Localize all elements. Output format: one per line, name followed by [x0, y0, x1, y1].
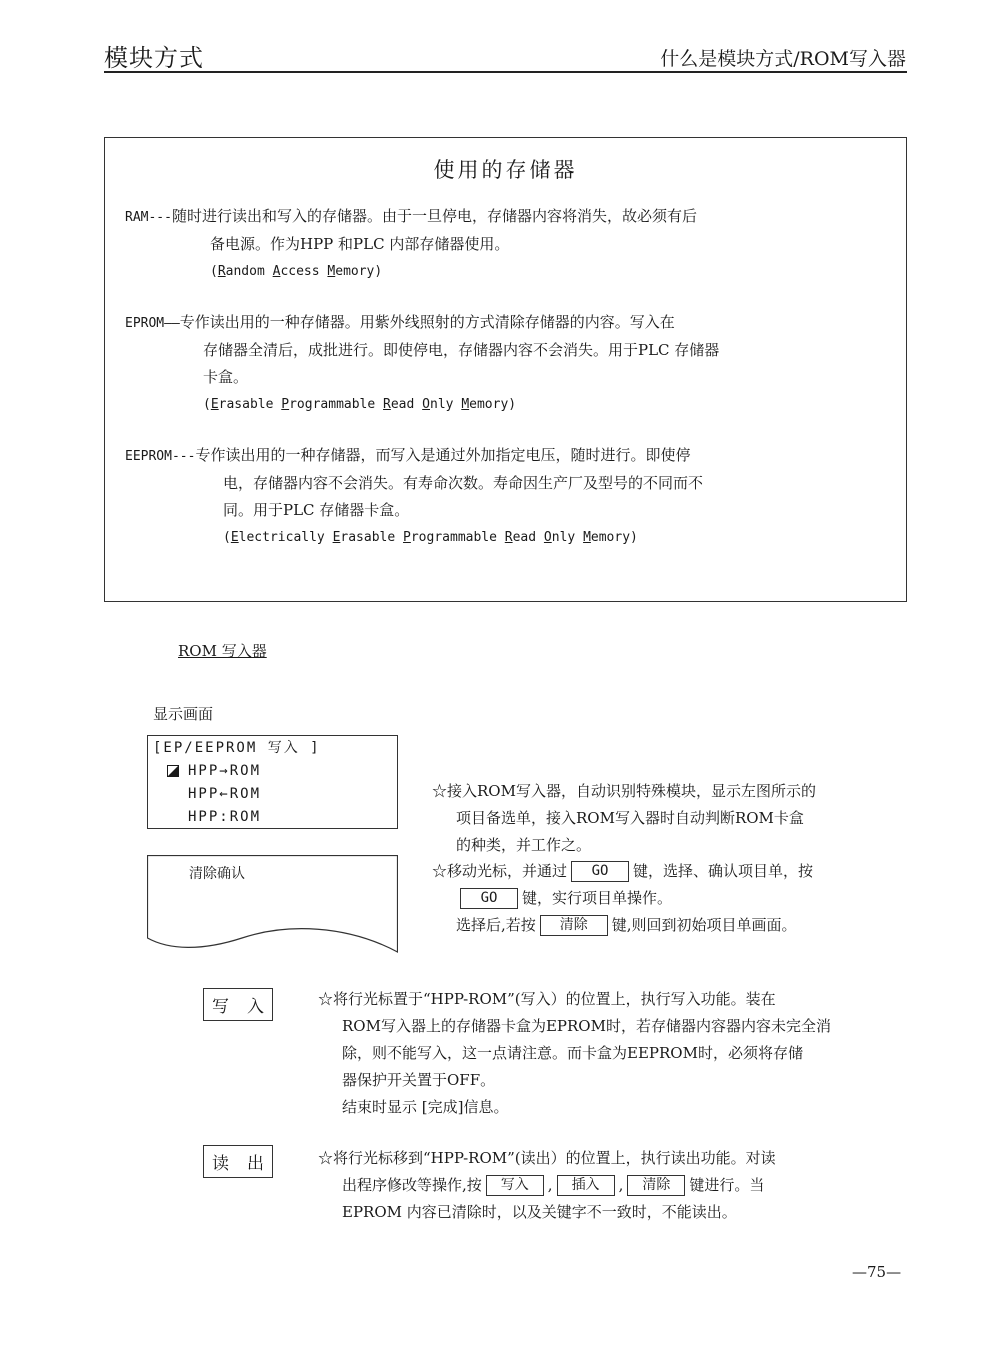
- eprom-term: EPROM——: [125, 316, 180, 331]
- rom-writer-heading: ROM 写入器: [178, 642, 267, 660]
- clear-confirm-label: 清除确认: [189, 866, 245, 882]
- desc-line: ☆将行光标移到“HPP-ROM”(读出）的位置上，执行读出功能。对读: [318, 1149, 776, 1167]
- memory-box-title: 使用的存储器: [433, 158, 578, 182]
- read-key[interactable]: [203, 1145, 273, 1178]
- insert-key[interactable]: 插入: [557, 1175, 615, 1196]
- eprom-entry: [125, 309, 719, 418]
- chapter-title: 模块方式: [104, 44, 204, 72]
- clear-confirm-panel: [147, 855, 398, 961]
- ram-line: 随时进行读出和写入的存储器。由于一旦停电，存储器内容将消失，故必须有后: [171, 207, 697, 225]
- lcd-menu-item[interactable]: HPP→ROM: [188, 763, 262, 779]
- ram-term: RAM---: [125, 210, 172, 225]
- write-key-char: 写: [212, 997, 229, 1017]
- eeprom-term: EEPROM---: [125, 449, 196, 464]
- eeprom-line: 电，存储器内容不会消失。有寿命次数。寿命因生产厂及型号的不同而不: [223, 474, 704, 492]
- read-key-char: 读: [212, 1154, 229, 1174]
- go-key[interactable]: GO: [460, 888, 518, 909]
- desc-text: 键进行。当: [689, 1176, 765, 1194]
- page-number: —75—: [852, 1263, 902, 1281]
- desc-text: 键，实行项目单操作。: [522, 889, 673, 907]
- lcd-display: [147, 735, 398, 829]
- eeprom-line: 专作读出用的一种存储器，而写入是通过外加指定电压，随时进行。即使停: [195, 446, 691, 464]
- eeprom-entry: [125, 442, 703, 551]
- desc-text: 键,则回到初始项目单画面。: [611, 916, 797, 934]
- read-key-char: 出: [247, 1154, 264, 1174]
- ram-line: 备电源。作为HPP 和PLC 内部存储器使用。: [210, 235, 510, 253]
- lcd-menu-item[interactable]: HPP:ROM: [188, 809, 262, 825]
- desc-line: 器保护开关置于OFF。: [342, 1071, 496, 1089]
- desc-line: 的种类，并工作之。: [456, 836, 592, 854]
- cursor-description: [432, 858, 813, 939]
- write-description: [318, 986, 831, 1121]
- desc-text: 选择后,若按: [456, 916, 536, 934]
- ram-entry: [125, 203, 697, 285]
- ram-expansion: (Random Access Memory): [210, 264, 383, 279]
- section-title: 什么是模块方式/ROM写入器: [660, 48, 906, 70]
- desc-line: 除，则不能写入，这一点请注意。而卡盒为EEPROM时，必须将存储: [342, 1044, 803, 1062]
- eeprom-line: 同。用于PLC 存储器卡盒。: [223, 501, 410, 519]
- go-key[interactable]: GO: [571, 861, 629, 882]
- desc-line: 结束时显示 [完成]信息。: [342, 1098, 509, 1116]
- eeprom-expansion: (Electrically Erasable Programmable Read Only Memory): [223, 530, 638, 545]
- lcd-title: [EP/EEPROM 写入 ]: [153, 740, 321, 756]
- desc-text: 键，选择、确认项目单，按: [633, 862, 814, 880]
- eprom-line: 卡盒。: [203, 368, 249, 386]
- read-description: ☆将行光标移到“HPP-ROM”(读出）的位置上，执行读出功能。对读 出程序修改等操作,按 写入 , 插入 , 清除 键进行。当 EPROM 内容已清除时，以及关键字不一致时，不能读出。: [318, 1145, 776, 1226]
- desc-line: 项目备选单，接入ROM写入器时自动判断ROM卡盒: [456, 809, 804, 827]
- header-rule: [104, 71, 907, 73]
- cursor-icon: [167, 765, 179, 777]
- document-shape-icon: [147, 855, 398, 961]
- eprom-expansion: (Erasable Programmable Read Only Memory): [203, 397, 517, 412]
- clear-key[interactable]: 清除: [540, 915, 608, 936]
- desc-line: ☆接入ROM写入器，自动识别特殊模块，显示左图所示的: [432, 782, 816, 800]
- menu-description: [432, 778, 816, 859]
- write-key[interactable]: [203, 988, 273, 1021]
- clear-key[interactable]: 清除: [627, 1175, 685, 1196]
- lcd-menu-item[interactable]: HPP←ROM: [188, 786, 262, 802]
- memory-types-box: [104, 137, 907, 602]
- display-screen-label: 显示画面: [153, 705, 214, 723]
- desc-line: ☆将行光标置于“HPP-ROM”(写入）的位置上，执行写入功能。装在: [318, 990, 776, 1008]
- desc-text: ☆移动光标，并通过: [432, 862, 568, 880]
- desc-line: EPROM 内容已清除时，以及关键字不一致时，不能读出。: [342, 1203, 737, 1221]
- desc-line: ROM写入器上的存储器卡盒为EPROM时，若存储器内容器内容未完全消: [342, 1017, 831, 1035]
- eprom-line: 专作读出用的一种存储器。用紫外线照射的方式清除存储器的内容。写入在: [179, 313, 675, 331]
- desc-text: 出程序修改等操作,按: [342, 1176, 482, 1194]
- write-key-char: 入: [247, 997, 264, 1017]
- eprom-line: 存储器全清后，成批进行。即使停电，存储器内容不会消失。用于PLC 存储器: [203, 341, 720, 359]
- write-small-key[interactable]: 写入: [486, 1175, 544, 1196]
